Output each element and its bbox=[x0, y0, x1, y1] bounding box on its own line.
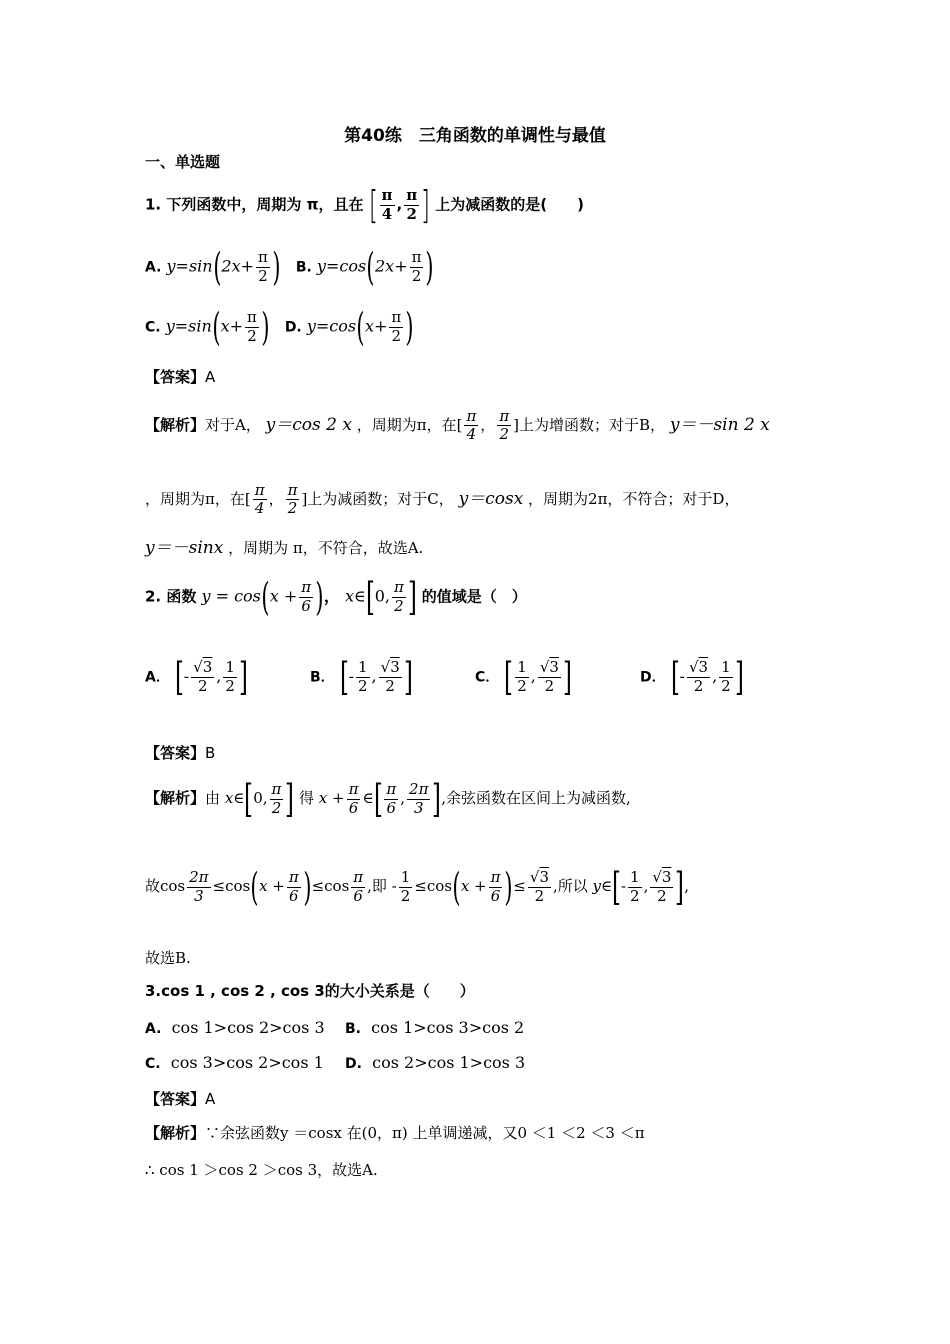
q2-option-a: A． [- $\frac{√3}{2}$ , $\frac{1}{2}$ ] bbox=[145, 655, 248, 699]
q3-option-b: B. cos 1>cos 3>cos 2 bbox=[345, 1018, 525, 1037]
q2-analysis-line-1: 【解析】由 x∈[0, $\frac{\pi}{2}$ ] 得 x + $\frac{\pi}{6}$ ∈[ $\frac{\pi}{6}$ , $\frac{2\pi}{3}$ ],余弦函数在区间上为减函数, bbox=[145, 777, 631, 821]
q1-option-a: A. y=sin(2x+ $\frac{\pi}{2}$ ) bbox=[145, 245, 281, 289]
q3-option-c: C. cos 3>cos 2>cos 1 bbox=[145, 1053, 324, 1072]
q2-stem: 2. 函数 y = cos(x + $\frac{\pi}{6}$ )， x∈[0, $\frac{\pi}{2}$ ] 的值域是（ ） bbox=[145, 575, 527, 619]
q2-option-b: B． [- $\frac{1}{2}$ , $\frac{√3}{2}$ ] bbox=[310, 655, 413, 699]
q2-option-d: D． [- $\frac{√3}{2}$ , $\frac{1}{2}$ ] bbox=[640, 655, 744, 699]
q3-option-d: D. cos 2>cos 1>cos 3 bbox=[345, 1053, 526, 1072]
q1-options-row-2 bbox=[145, 305, 414, 349]
q1-stem-text-a: 1. 下列函数中，周期为 π，且在 bbox=[145, 195, 364, 214]
q1-options-row-1 bbox=[145, 245, 434, 289]
q3-stem: 3.cos 1 , cos 2 , cos 3的大小关系是（ ） bbox=[145, 982, 475, 1000]
q1-answer: 【答案】A bbox=[145, 368, 216, 386]
q3-answer: 【答案】A bbox=[145, 1090, 216, 1108]
q1-option-c: C. y=sin(x+ $\frac{\pi}{2}$ ) bbox=[145, 305, 270, 349]
q2-analysis-line-3: 故选B. bbox=[145, 949, 191, 967]
q1-stem: 1. 下列函数中，周期为 π，且在 [ $\frac{\pi}{4}$ , $\frac{\pi}{2}$ ] 上为减函数的是( ) bbox=[145, 183, 584, 227]
q3-analysis-line-1: 【解析】∵余弦函数y ＝cosx 在(0，π) 上单调递减，又0 ＜1 ＜2 ＜3 ＜π bbox=[145, 1124, 645, 1142]
q2-option-c: C． [ $\frac{1}{2}$ , $\frac{√3}{2}$ ] bbox=[475, 655, 572, 699]
q1-analysis-line-1: 【解析】对于A， y＝cos 2 x ，周期为π，在[ $\frac{\pi}{4}$ ， $\frac{\pi}{2}$ ]上为增函数；对于B， y＝－sin 2 x bbox=[145, 407, 770, 444]
page-title: 第40练 三角函数的单调性与最值 bbox=[344, 126, 606, 146]
q3-option-a: A. cos 1>cos 2>cos 3 bbox=[145, 1018, 325, 1037]
q3-analysis-line-2: ∴ cos 1 ＞cos 2 ＞cos 3，故选A. bbox=[145, 1161, 378, 1179]
q1-option-b: B. y=cos(2x+ $\frac{\pi}{2}$ ) bbox=[295, 245, 434, 289]
q1-option-d: D. y=cos(x+ $\frac{\pi}{2}$ ) bbox=[284, 305, 414, 349]
q2-answer: 【答案】B bbox=[145, 744, 216, 762]
section-heading: 一、单选题 bbox=[145, 153, 221, 171]
q1-analysis-line-2: ，周期为π，在[ $\frac{\pi}{4}$ ， $\frac{\pi}{2}$ ]上为减函数；对于C， y＝cosx ，周期为2π，不符合；对于D， bbox=[145, 481, 740, 518]
q1-analysis-line-3: y＝－sinx ，周期为 π，不符合，故选A. bbox=[145, 538, 424, 558]
q1-stem-text-b: 上为减函数的是( ) bbox=[435, 195, 584, 214]
q2-analysis-line-2: 故cos $\frac{2\pi}{3}$ ≤cos(x + $\frac{\pi}{6}$ )≤cos $\frac{\pi}{6}$ ,即 - $\frac{1}{2}$ ≤cos(x + $\frac{\pi}{6}$ )≤ $\frac{√3}{2}$ ,所以 y∈[- $\frac{1}{2}$ , $\frac{√3}{2}$ ], bbox=[145, 865, 690, 909]
